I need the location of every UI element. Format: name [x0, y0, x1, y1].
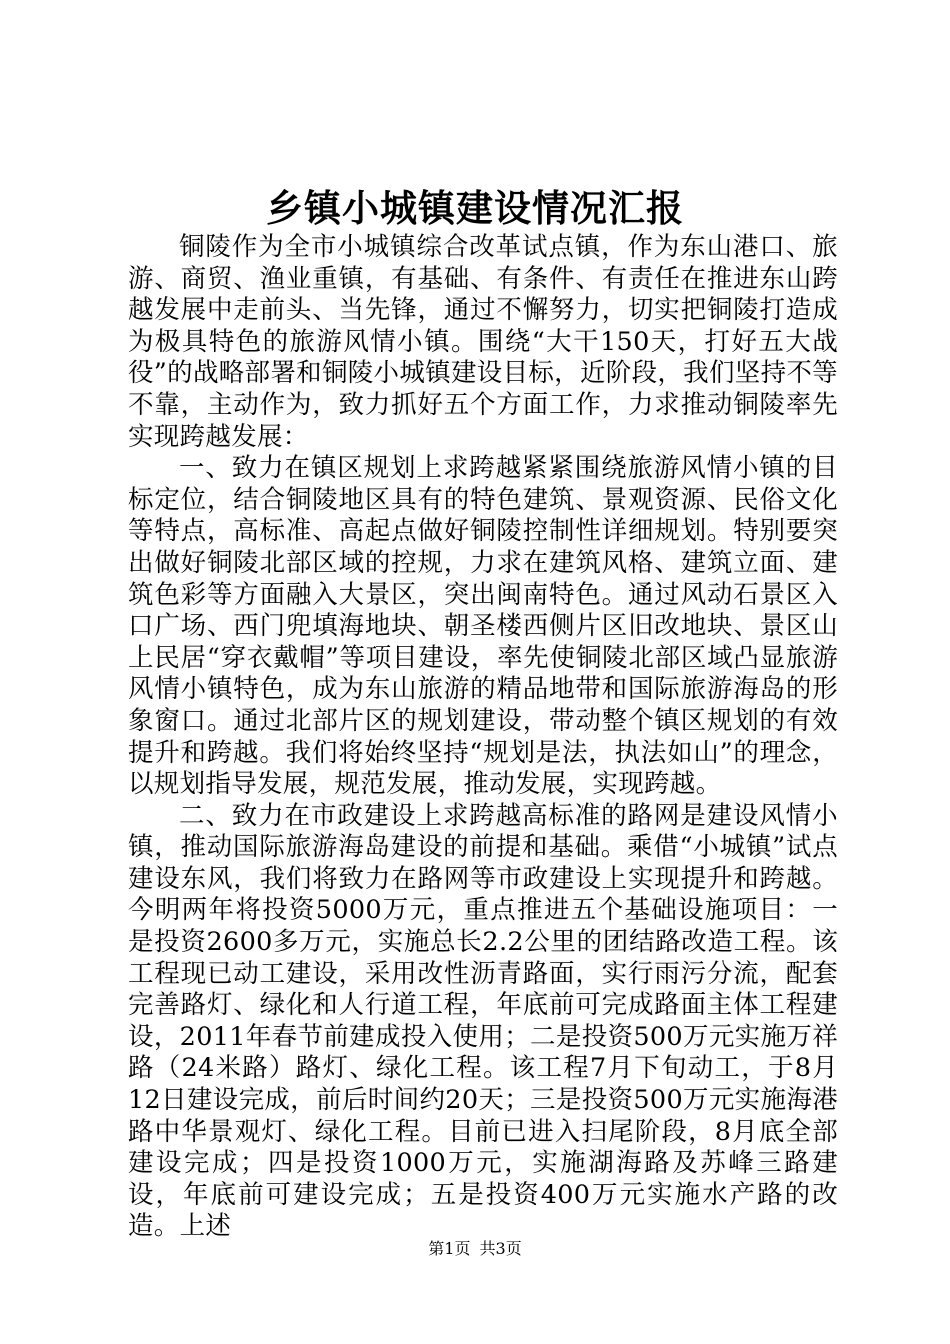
paragraph-planning: 一、致力在镇区规划上求跨越紧紧围绕旅游风情小镇的目标定位，结合铜陵地区具有的特色建筑、景观资源、民俗文化等特点，高标准、高起点做好铜陵控制性详细规划。特别要突出做好铜陵北部区域的控规，力求在建筑风格、建筑立面、建筑色彩等方面融入大景区，突出闽南特色。通过风动石景区入口广场、西门兜填海地块、朝圣楼西侧片区旧改地块、景区山上民居“穿衣戴帽”等项目建设，率先使铜陵北部区域凸显旅游风情小镇特色，成为东山旅游的精品地带和国际旅游海岛的形象窗口。通过北部片区的规划建设，带动整个镇区规划的有效提升和跨越。我们将始终坚持“规划是法，执法如山”的理念，以规划指导发展，规范发展，推动发展，实现跨越。 [128, 453, 838, 800]
page-number-total: 共3页 [479, 1239, 522, 1258]
paragraph-municipal: 二、致力在市政建设上求跨越高标准的路网是建设风情小镇，推动国际旅游海岛建设的前提和基础。乘借“小城镇”试点建设东风，我们将致力在路网等市政建设上实现提升和跨越。今明两年将投资5000万元，重点推进五个基础设施项目：一是投资2600多万元，实施总长2.2公里的团结路改造工程。该工程现已动工建设，采用改性沥青路面，实行雨污分流，配套完善路灯、绿化和人行道工程，年底前可完成路面主体工程建设，2011年春节前建成投入使用；二是投资500万元实施万祥路（24米路）路灯、绿化工程。该工程7月下旬动工，于8月12日建设完成，前后时间约20天；三是投资500万元实施海港路中华景观灯、绿化工程。目前已进入扫尾阶段，8月底全部建设完成；四是投资1000万元，实施湖海路及苏峰三路建设，年底前可建设完成；五是投资400万元实施水产路的改造。上述 [128, 800, 838, 1242]
paragraph-intro: 铜陵作为全市小城镇综合改革试点镇，作为东山港口、旅游、商贸、渔业重镇，有基础、有条件、有责任在推进东山跨越发展中走前头、当先锋，通过不懈努力，切实把铜陵打造成为极具特色的旅游风情小镇。围绕“大干150天，打好五大战役”的战略部署和铜陵小城镇建设目标，近阶段，我们坚持不等不靠，主动作为，致力抓好五个方面工作，力求推动铜陵率先实现跨越发展： [128, 232, 838, 452]
page-number-current: 第1页 [428, 1239, 471, 1258]
page-footer [0, 1238, 950, 1260]
document-body [128, 232, 838, 1243]
document-title: 乡镇小城镇建设情况汇报 [266, 186, 684, 230]
